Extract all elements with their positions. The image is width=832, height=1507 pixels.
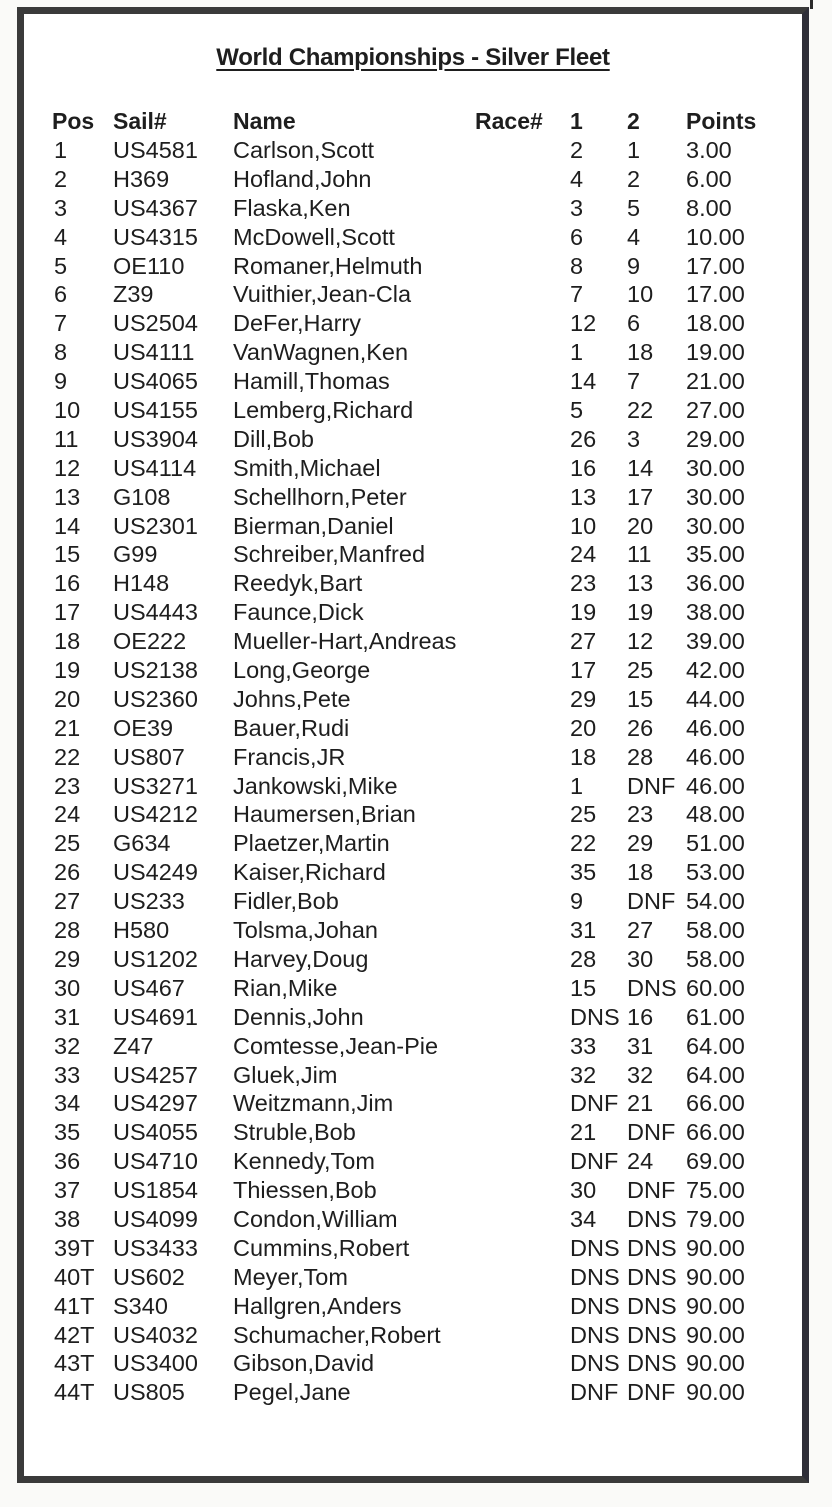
page-edge-mark xyxy=(810,0,813,9)
cell-points: 10.00 xyxy=(686,223,745,250)
cell-points: 30.00 xyxy=(686,512,745,539)
cell-sail: US4297 xyxy=(113,1090,198,1117)
cell-pos: 12 xyxy=(54,454,81,481)
cell-points: 27.00 xyxy=(686,397,745,424)
cell-points: 30.00 xyxy=(686,454,745,481)
cell-sail: US4710 xyxy=(113,1148,198,1175)
cell-name: Comtesse,Jean-Pie xyxy=(233,1032,439,1059)
cell-points: 90.00 xyxy=(686,1350,745,1377)
cell-name: Bierman,Daniel xyxy=(233,512,394,539)
cell-pos: 16 xyxy=(54,570,81,597)
cell-name: Hofland,John xyxy=(233,165,372,192)
cell-sail: US4443 xyxy=(113,599,198,626)
cell-pos: 25 xyxy=(54,830,81,857)
page-title: World Championships - Silver Fleet xyxy=(216,44,610,71)
cell-pos: 1 xyxy=(54,137,68,163)
cell-sail: OE39 xyxy=(113,714,174,741)
cell-name: Jankowski,Mike xyxy=(233,772,398,799)
cell-name: Francis,JR xyxy=(233,743,346,770)
cell-pos: 36 xyxy=(54,1148,81,1175)
cell-race-2: 28 xyxy=(627,743,654,770)
cell-name: Gluek,Jim xyxy=(233,1061,338,1088)
cell-name: Flaska,Ken xyxy=(233,194,351,221)
cell-sail: US4691 xyxy=(113,1003,198,1030)
cell-name: Plaetzer,Martin xyxy=(233,830,390,857)
cell-pos: 10 xyxy=(54,397,81,424)
cell-race-1: 23 xyxy=(570,570,597,597)
cell-sail: US4032 xyxy=(113,1321,198,1348)
cell-points: 90.00 xyxy=(686,1321,745,1348)
cell-race-1: DNS xyxy=(570,1350,620,1377)
cell-race-2: 30 xyxy=(627,945,654,972)
cell-race-2: 32 xyxy=(627,1061,654,1088)
cell-points: 58.00 xyxy=(686,917,745,944)
cell-race-2: 17 xyxy=(627,483,654,510)
cell-points: 64.00 xyxy=(686,1061,745,1088)
cell-race-1: 1 xyxy=(570,339,584,366)
cell-name: Kennedy,Tom xyxy=(233,1148,375,1175)
cell-pos: 20 xyxy=(54,685,81,712)
cell-name: VanWagnen,Ken xyxy=(233,339,409,366)
cell-name: Condon,William xyxy=(233,1205,398,1232)
cell-points: 36.00 xyxy=(686,570,745,597)
cell-race-1: DNS xyxy=(570,1321,620,1348)
cell-sail: US4257 xyxy=(113,1061,198,1088)
cell-race-2: 4 xyxy=(627,223,641,250)
cell-race-2: 3 xyxy=(627,425,641,452)
cell-points: 46.00 xyxy=(686,772,745,799)
cell-race-2: 19 xyxy=(627,599,654,626)
cell-pos: 14 xyxy=(54,512,81,539)
cell-name: Cummins,Robert xyxy=(233,1234,410,1261)
cell-points: 29.00 xyxy=(686,425,745,452)
cell-sail: US807 xyxy=(113,743,185,770)
cell-race-1: 15 xyxy=(570,974,597,1001)
cell-race-2: 21 xyxy=(627,1090,654,1117)
cell-race-2: 22 xyxy=(627,397,654,424)
cell-sail: US4367 xyxy=(113,194,198,221)
cell-race-1: 4 xyxy=(570,165,584,192)
cell-points: 42.00 xyxy=(686,657,745,684)
cell-pos: 7 xyxy=(54,310,68,337)
cell-sail: US2301 xyxy=(113,512,198,539)
cell-pos: 33 xyxy=(54,1061,81,1088)
cell-race-1: 25 xyxy=(570,801,597,828)
cell-race-1: 24 xyxy=(570,541,597,568)
cell-points: 6.00 xyxy=(686,165,732,192)
cell-points: 58.00 xyxy=(686,945,745,972)
cell-pos: 32 xyxy=(54,1032,81,1059)
cell-race-1: 31 xyxy=(570,917,597,944)
cell-points: 90.00 xyxy=(686,1234,745,1261)
cell-points: 75.00 xyxy=(686,1177,745,1204)
cell-name: Faunce,Dick xyxy=(233,599,364,626)
cell-name: Hamill,Thomas xyxy=(233,368,390,395)
cell-sail: G108 xyxy=(113,483,171,510)
cell-pos: 24 xyxy=(54,801,81,828)
cell-name: Schreiber,Manfred xyxy=(233,541,426,568)
cell-race-1: 9 xyxy=(570,888,584,915)
header-race-2: 2 xyxy=(627,108,640,134)
cell-race-1: 5 xyxy=(570,397,584,424)
cell-name: Haumersen,Brian xyxy=(233,801,416,828)
cell-points: 66.00 xyxy=(686,1090,745,1117)
cell-sail: US2360 xyxy=(113,685,198,712)
cell-name: Dill,Bob xyxy=(233,425,314,452)
cell-pos: 28 xyxy=(54,917,81,944)
cell-sail: US4099 xyxy=(113,1205,198,1232)
cell-pos: 15 xyxy=(54,541,81,568)
cell-points: 79.00 xyxy=(686,1205,745,1232)
header-points: Points xyxy=(686,108,757,134)
cell-points: 17.00 xyxy=(686,281,745,308)
cell-points: 66.00 xyxy=(686,1119,745,1146)
cell-points: 8.00 xyxy=(686,194,732,221)
cell-race-2: 18 xyxy=(627,859,654,886)
cell-race-1: 8 xyxy=(570,252,584,279)
cell-points: 46.00 xyxy=(686,743,745,770)
cell-points: 35.00 xyxy=(686,541,745,568)
cell-race-2: 20 xyxy=(627,512,654,539)
cell-points: 18.00 xyxy=(686,310,745,337)
cell-name: Vuithier,Jean-Cla xyxy=(233,281,412,308)
cell-pos: 11 xyxy=(54,425,79,452)
cell-race-1: 19 xyxy=(570,599,597,626)
cell-race-2: 24 xyxy=(627,1148,654,1175)
cell-name: Schellhorn,Peter xyxy=(233,483,407,510)
cell-sail: US3433 xyxy=(113,1234,198,1261)
cell-name: Schumacher,Robert xyxy=(233,1321,441,1348)
cell-sail: US467 xyxy=(113,974,185,1001)
cell-race-1: 20 xyxy=(570,714,597,741)
cell-name: Lemberg,Richard xyxy=(233,397,414,424)
cell-race-1: DNF xyxy=(570,1148,619,1175)
cell-race-2: DNS xyxy=(627,1263,677,1290)
header-race-1: 1 xyxy=(570,108,583,134)
cell-points: 17.00 xyxy=(686,252,745,279)
cell-sail: US4065 xyxy=(113,368,198,395)
cell-sail: US805 xyxy=(113,1379,185,1406)
cell-pos: 43T xyxy=(54,1350,95,1377)
cell-race-2: 26 xyxy=(627,714,654,741)
cell-sail: US1202 xyxy=(113,945,198,972)
cell-pos: 19 xyxy=(54,657,81,684)
cell-points: 64.00 xyxy=(686,1032,745,1059)
cell-race-1: DNF xyxy=(570,1090,619,1117)
cell-pos: 44T xyxy=(54,1379,95,1406)
cell-pos: 30 xyxy=(54,974,81,1001)
cell-sail: US602 xyxy=(113,1263,185,1290)
cell-race-2: 31 xyxy=(627,1032,654,1059)
cell-race-2: 12 xyxy=(627,628,654,655)
results-sheet xyxy=(17,7,809,1483)
header-sail: Sail# xyxy=(113,108,167,134)
cell-pos: 4 xyxy=(54,223,68,250)
cell-pos: 8 xyxy=(54,339,68,366)
cell-sail: S340 xyxy=(113,1292,168,1319)
cell-name: Smith,Michael xyxy=(233,454,381,481)
cell-pos: 2 xyxy=(54,165,68,192)
cell-pos: 26 xyxy=(54,859,81,886)
cell-race-2: 1 xyxy=(627,137,641,163)
cell-points: 48.00 xyxy=(686,801,745,828)
cell-race-1: 12 xyxy=(570,310,597,337)
cell-pos: 27 xyxy=(54,888,81,915)
cell-pos: 21 xyxy=(54,714,81,741)
cell-race-2: DNS xyxy=(627,1234,677,1261)
cell-points: 19.00 xyxy=(686,339,745,366)
cell-pos: 37 xyxy=(54,1177,81,1204)
cell-race-1: 34 xyxy=(570,1205,597,1232)
header-pos: Pos xyxy=(52,108,95,134)
cell-name: Pegel,Jane xyxy=(233,1379,351,1406)
cell-pos: 22 xyxy=(54,743,81,770)
cell-points: 38.00 xyxy=(686,599,745,626)
cell-race-1: 27 xyxy=(570,628,597,655)
cell-race-2: 10 xyxy=(627,281,654,308)
cell-pos: 35 xyxy=(54,1119,81,1146)
cell-name: Dennis,John xyxy=(233,1003,364,1030)
cell-race-1: 7 xyxy=(570,281,584,308)
header-race: Race# xyxy=(475,108,543,134)
cell-sail: Z39 xyxy=(113,281,154,308)
cell-race-2: 7 xyxy=(627,368,641,395)
cell-sail: H580 xyxy=(113,917,170,944)
cell-sail: US4581 xyxy=(113,137,198,163)
cell-pos: 42T xyxy=(54,1321,95,1348)
cell-race-2: 2 xyxy=(627,165,641,192)
cell-name: Kaiser,Richard xyxy=(233,859,386,886)
cell-race-1: 30 xyxy=(570,1177,597,1204)
cell-name: Carlson,Scott xyxy=(233,137,375,163)
cell-points: 90.00 xyxy=(686,1379,745,1406)
cell-race-2: DNS xyxy=(627,1205,677,1232)
cell-name: Tolsma,Johan xyxy=(233,917,378,944)
cell-points: 61.00 xyxy=(686,1003,745,1030)
cell-pos: 17 xyxy=(54,599,81,626)
cell-race-2: 13 xyxy=(627,570,654,597)
cell-pos: 29 xyxy=(54,945,81,972)
cell-pos: 31 xyxy=(54,1003,81,1030)
cell-pos: 34 xyxy=(54,1090,81,1117)
cell-race-1: DNS xyxy=(570,1263,620,1290)
cell-sail: G99 xyxy=(113,541,158,568)
cell-race-2: 23 xyxy=(627,801,654,828)
cell-sail: G634 xyxy=(113,830,171,857)
cell-race-1: 14 xyxy=(570,368,597,395)
cell-sail: US4212 xyxy=(113,801,198,828)
cell-race-1: 13 xyxy=(570,483,597,510)
cell-race-1: DNS xyxy=(570,1292,620,1319)
cell-race-1: 18 xyxy=(570,743,597,770)
cell-race-2: 6 xyxy=(627,310,641,337)
cell-pos: 38 xyxy=(54,1205,81,1232)
cell-pos: 40T xyxy=(54,1263,95,1290)
cell-race-2: 14 xyxy=(627,454,654,481)
cell-points: 46.00 xyxy=(686,714,745,741)
cell-pos: 18 xyxy=(54,628,81,655)
cell-race-1: 26 xyxy=(570,425,597,452)
cell-pos: 5 xyxy=(54,252,68,279)
cell-race-2: 27 xyxy=(627,917,654,944)
cell-race-2: 18 xyxy=(627,339,654,366)
cell-name: Romaner,Helmuth xyxy=(233,252,423,279)
cell-pos: 13 xyxy=(54,483,81,510)
cell-points: 44.00 xyxy=(686,685,745,712)
cell-points: 60.00 xyxy=(686,974,745,1001)
cell-pos: 39T xyxy=(54,1234,95,1261)
cell-sail: US4055 xyxy=(113,1119,198,1146)
cell-name: Hallgren,Anders xyxy=(233,1292,402,1319)
cell-name: Mueller-Hart,Andreas xyxy=(233,628,457,655)
cell-race-1: 28 xyxy=(570,945,597,972)
cell-name: Harvey,Doug xyxy=(233,945,369,972)
cell-sail: US4249 xyxy=(113,859,198,886)
cell-pos: 6 xyxy=(54,281,68,308)
cell-race-2: DNF xyxy=(627,1177,676,1204)
cell-sail: US2504 xyxy=(113,310,198,337)
cell-race-2: DNS xyxy=(627,974,677,1001)
cell-sail: US4114 xyxy=(113,454,197,481)
cell-points: 30.00 xyxy=(686,483,745,510)
cell-race-1: 17 xyxy=(570,657,597,684)
cell-points: 51.00 xyxy=(686,830,745,857)
header-name: Name xyxy=(233,108,296,134)
cell-sail: US233 xyxy=(113,888,185,915)
cell-name: Meyer,Tom xyxy=(233,1263,348,1290)
cell-race-2: DNS xyxy=(627,1350,677,1377)
cell-race-1: 35 xyxy=(570,859,597,886)
cell-race-2: DNF xyxy=(627,772,676,799)
cell-name: Bauer,Rudi xyxy=(233,714,350,741)
cell-sail: US1854 xyxy=(113,1177,198,1204)
cell-race-1: DNS xyxy=(570,1003,620,1030)
cell-name: Rian,Mike xyxy=(233,974,338,1001)
cell-race-1: 21 xyxy=(570,1119,597,1146)
cell-sail: US4315 xyxy=(113,223,198,250)
cell-race-1: DNS xyxy=(570,1234,620,1261)
cell-race-2: DNF xyxy=(627,1119,676,1146)
cell-race-2: DNS xyxy=(627,1292,677,1319)
cell-sail: OE110 xyxy=(113,252,185,279)
cell-sail: US4155 xyxy=(113,397,198,424)
cell-race-2: 5 xyxy=(627,194,641,221)
cell-race-1: 32 xyxy=(570,1061,597,1088)
cell-race-1: 1 xyxy=(570,772,584,799)
cell-race-1: 29 xyxy=(570,685,597,712)
cell-points: 53.00 xyxy=(686,859,745,886)
cell-name: Fidler,Bob xyxy=(233,888,339,915)
cell-pos: 3 xyxy=(54,194,68,221)
cell-points: 21.00 xyxy=(686,368,745,395)
cell-race-2: 29 xyxy=(627,830,654,857)
cell-race-2: 9 xyxy=(627,252,641,279)
cell-name: Struble,Bob xyxy=(233,1119,356,1146)
cell-points: 69.00 xyxy=(686,1148,745,1175)
cell-name: Thiessen,Bob xyxy=(233,1177,377,1204)
cell-points: 54.00 xyxy=(686,888,745,915)
cell-name: Weitzmann,Jim xyxy=(233,1090,394,1117)
cell-sail: US3271 xyxy=(113,772,198,799)
cell-race-1: 2 xyxy=(570,137,584,163)
cell-race-2: DNF xyxy=(627,1379,676,1406)
cell-points: 3.00 xyxy=(686,137,732,163)
cell-name: Johns,Pete xyxy=(233,685,351,712)
cell-race-1: 22 xyxy=(570,830,597,857)
cell-race-1: 10 xyxy=(570,512,597,539)
cell-race-2: 15 xyxy=(627,685,654,712)
cell-race-1: 33 xyxy=(570,1032,597,1059)
cell-sail: US2138 xyxy=(113,657,198,684)
cell-race-2: 11 xyxy=(627,541,652,568)
cell-race-2: 16 xyxy=(627,1003,654,1030)
cell-sail: OE222 xyxy=(113,628,187,655)
cell-sail: US4111 xyxy=(113,339,195,366)
cell-race-2: 25 xyxy=(627,657,654,684)
cell-pos: 41T xyxy=(54,1292,95,1319)
cell-sail: H148 xyxy=(113,570,170,597)
cell-name: Reedyk,Bart xyxy=(233,570,363,597)
cell-sail: US3904 xyxy=(113,425,198,452)
cell-race-2: DNS xyxy=(627,1321,677,1348)
cell-sail: US3400 xyxy=(113,1350,198,1377)
cell-race-1: 16 xyxy=(570,454,597,481)
cell-race-2: DNF xyxy=(627,888,676,915)
cell-points: 39.00 xyxy=(686,628,745,655)
cell-name: DeFer,Harry xyxy=(233,310,361,337)
cell-points: 90.00 xyxy=(686,1263,745,1290)
cell-name: McDowell,Scott xyxy=(233,223,395,250)
cell-sail: Z47 xyxy=(113,1032,154,1059)
cell-sail: H369 xyxy=(113,165,170,192)
cell-name: Long,George xyxy=(233,657,371,684)
cell-points: 90.00 xyxy=(686,1292,745,1319)
cell-race-1: 6 xyxy=(570,223,584,250)
cell-name: Gibson,David xyxy=(233,1350,375,1377)
cell-pos: 23 xyxy=(54,772,81,799)
cell-race-1: DNF xyxy=(570,1379,619,1406)
cell-pos: 9 xyxy=(54,368,68,395)
cell-race-1: 3 xyxy=(570,194,584,221)
